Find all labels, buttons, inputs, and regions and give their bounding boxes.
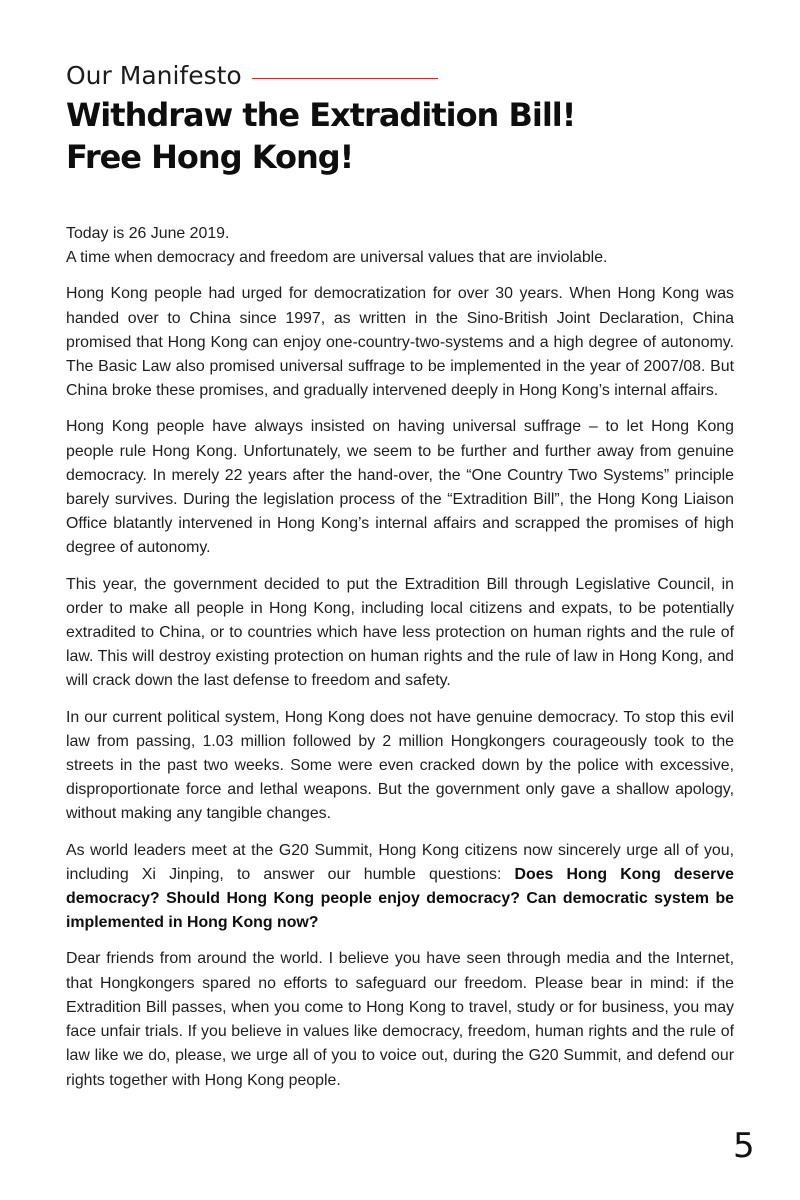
section-label: Our Manifesto bbox=[66, 61, 242, 90]
intro-paragraph bbox=[66, 222, 734, 270]
manifesto-body bbox=[66, 222, 734, 1093]
headline-line-2: Free Hong Kong! bbox=[66, 138, 354, 176]
page-number: 5 bbox=[733, 1126, 755, 1166]
intro-date: Today is 26 June 2019. bbox=[66, 225, 230, 242]
paragraph-democratization-history: Hong Kong people had urged for democratization for over 30 years. When Hong Kong was handed over to China since 1997, as written in the Sino-British Joint Declaration, China promised that Hong Kong can enjoy one-country-two-systems and a high degree of autonomy. The Basic Law also promised universal suffrage to be implemented in the year of 2007/08. But China broke these promises, and gradually intervened deeply in Hong Kong’s internal affairs. bbox=[66, 285, 734, 400]
headline-line-1: Withdraw the Extradition Bill! bbox=[66, 96, 576, 134]
accent-rule bbox=[252, 78, 438, 79]
intro-values: A time when democracy and freedom are universal values that are inviolable. bbox=[66, 249, 608, 267]
manifesto-page bbox=[66, 58, 734, 1105]
g20-questions-bold: Does Hong Kong deserve democracy? Should Hong Kong people enjoy democracy? Can democratic system be implemented in Hong Kong now? bbox=[66, 865, 734, 932]
g20-lead-text: As world leaders meet at the G20 Summit, Hong Kong citizens now sincerely urge all of you, including Xi Jinping, to answer our humble questions: bbox=[66, 841, 734, 883]
section-header bbox=[66, 58, 734, 94]
paragraph-g20-questions bbox=[66, 839, 734, 936]
paragraph-current-system: In our current political system, Hong Kong does not have genuine democracy. To stop this evil law from passing, 1.03 million followed by 2 million Hongkongers courageously took to the streets in the past two weeks. Some were even cracked down by the police with excessive, disproportionate force and lethal weapons. But the government only gave a shallow apology, without making any tangible changes. bbox=[66, 708, 734, 823]
paragraph-universal-suffrage: Hong Kong people have always insisted on having universal suffrage – to let Hong Kong people rule Hong Kong. Unfortunately, we seem to be further and further away from genuine democracy. In merely 22 years after the hand-over, the “One Country Two Systems” principle barely survives. During the legislation process of the “Extradition Bill”, the Hong Kong Liaison Office blatantly intervened in Hong Kong’s internal affairs and scrapped the promises of high degree of autonomy. bbox=[66, 418, 734, 557]
page-title bbox=[66, 94, 734, 178]
paragraph-appeal: Dear friends from around the world. I believe you have seen through media and the Internet, that Hongkongers spared no efforts to safeguard our freedom. Please bear in mind: if the Extradition Bill passes, when you come to Hong Kong to travel, study or for business, you may face unfair trials. If you believe in values like democracy, freedom, human rights and the rule of law like we do, please, we urge all of you to voice out, during the G20 Summit, and defend our rights together with Hong Kong people. bbox=[66, 950, 734, 1089]
paragraph-extradition-bill: This year, the government decided to put the Extradition Bill through Legislative Council, in order to make all people in Hong Kong, including local citizens and expats, to be potentially extradited to China, or to countries which have less protection on human rights and the rule of law. This will destroy existing protection on human rights and the rule of law in Hong Kong, and will crack down the last defense to freedom and safety. bbox=[66, 575, 734, 690]
